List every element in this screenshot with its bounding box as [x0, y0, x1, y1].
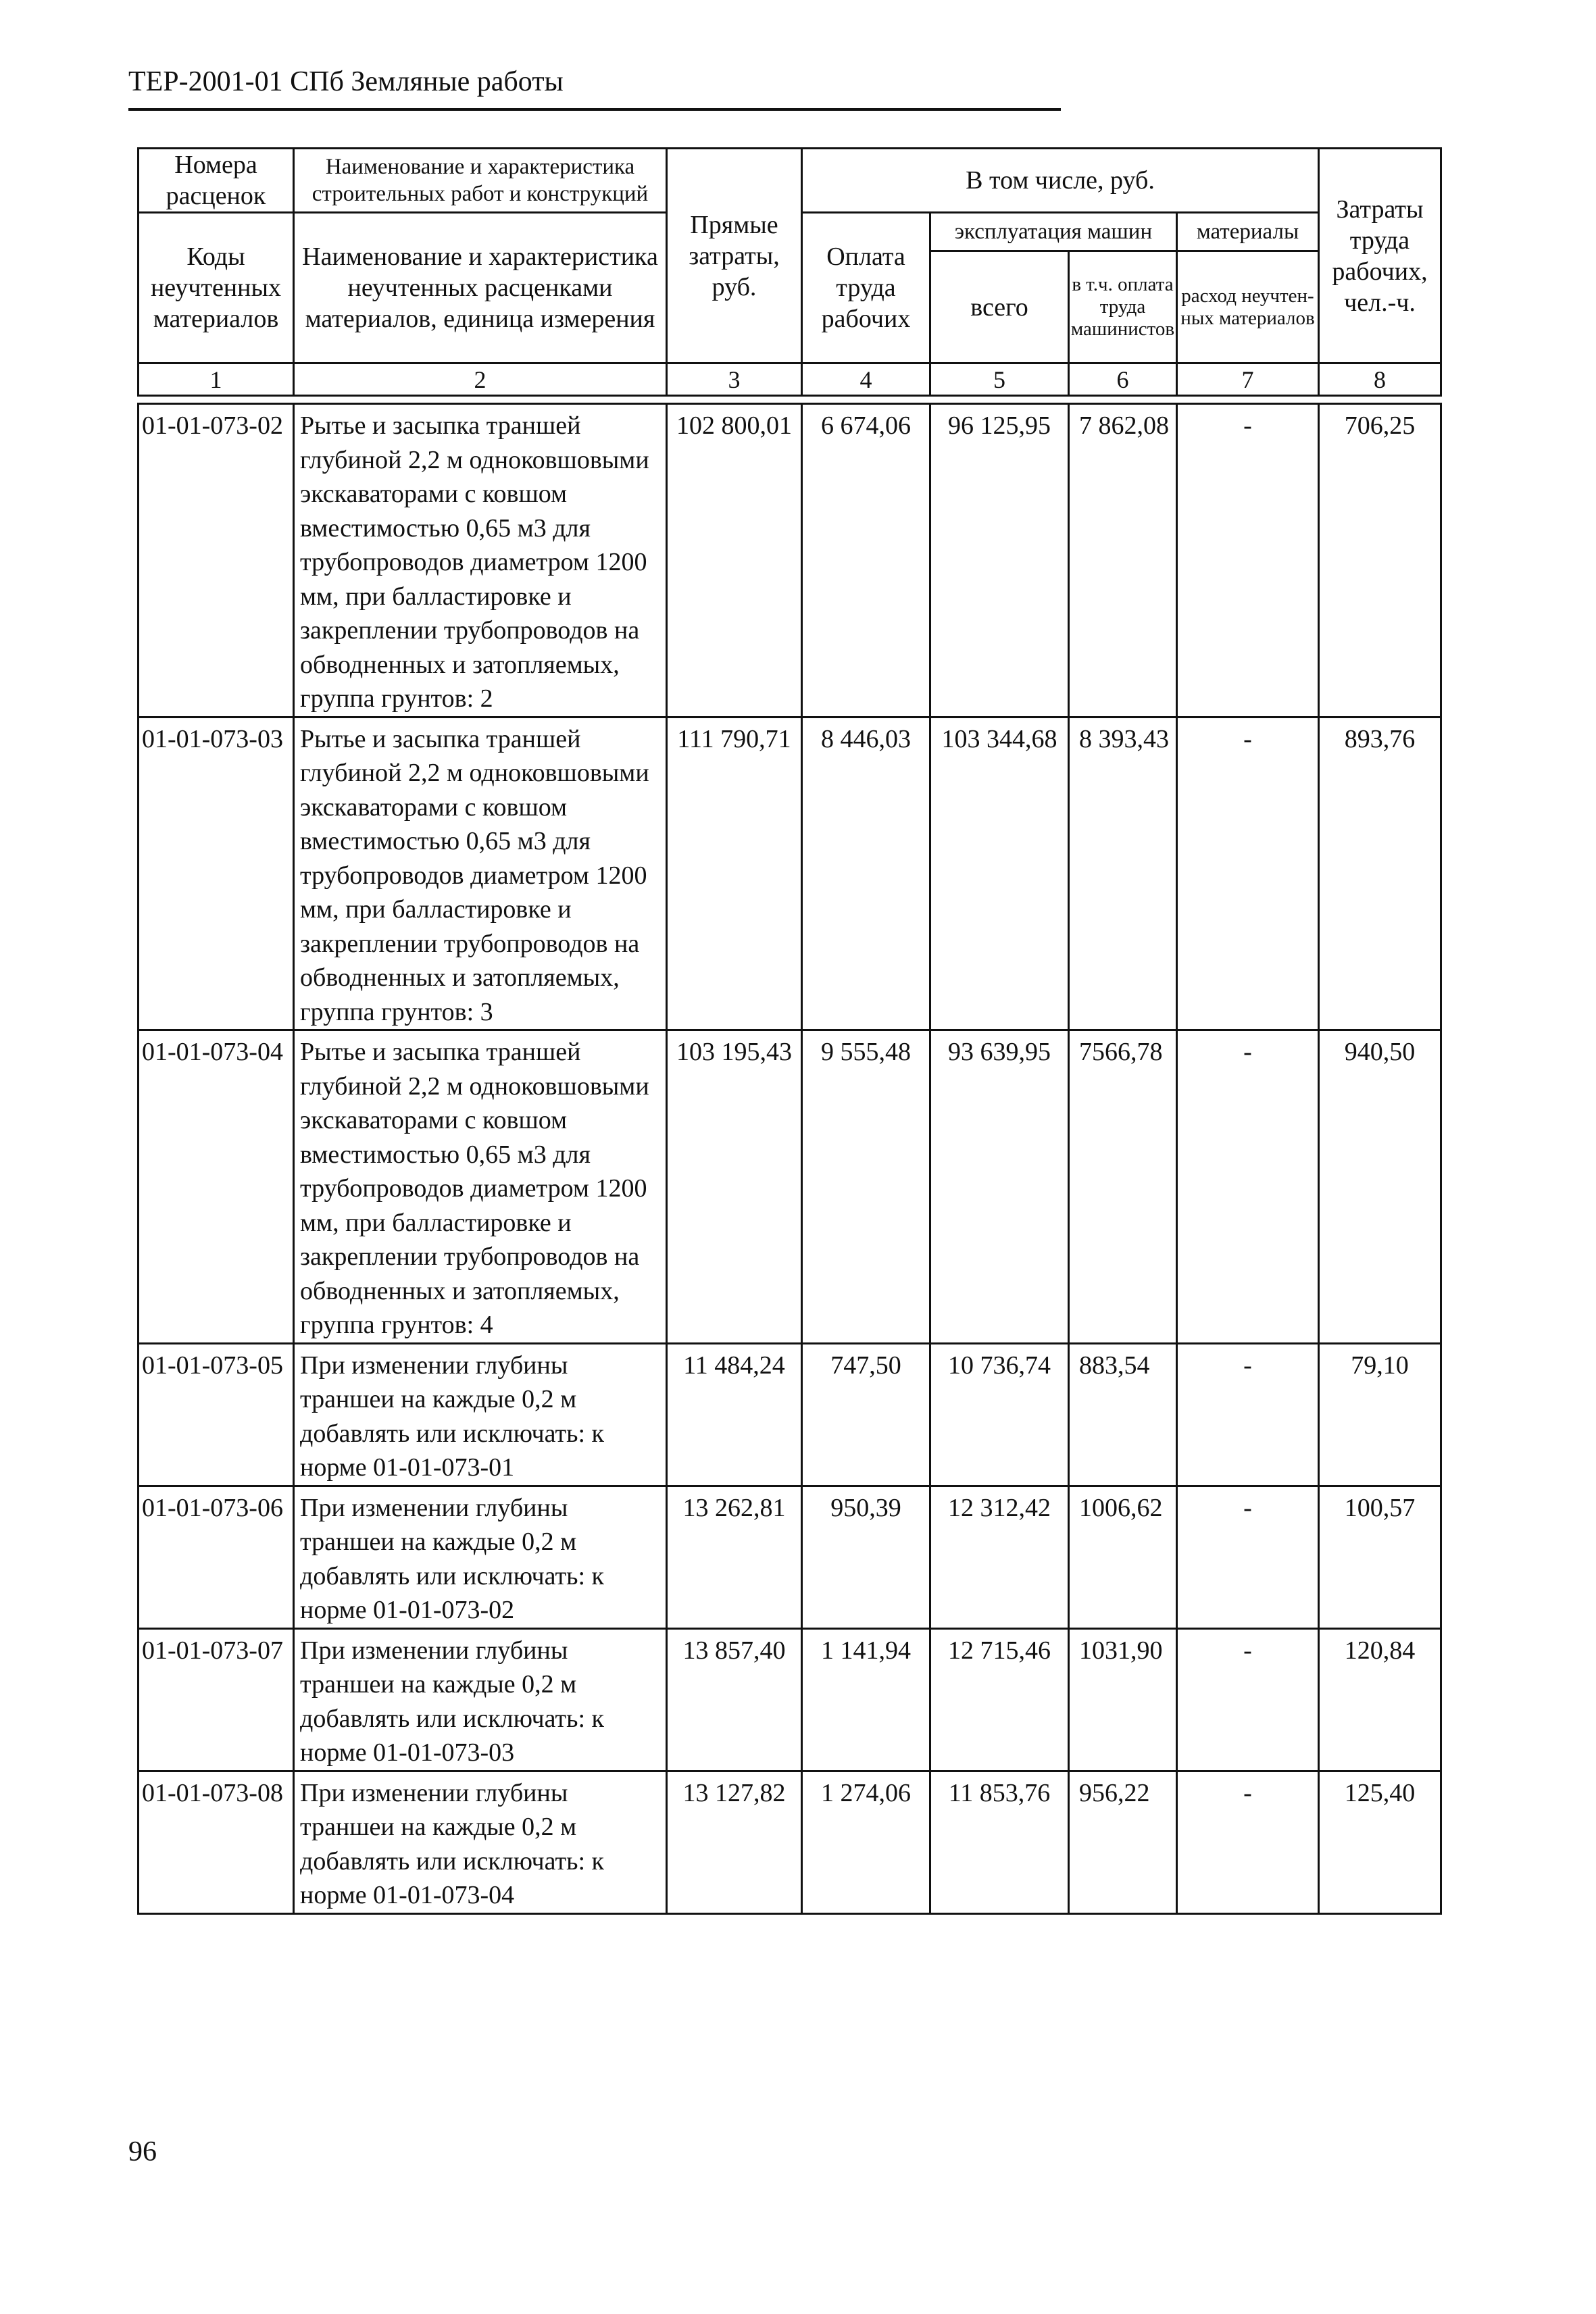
header-operator-pay: в т.ч. оплата труда машинистов: [1069, 251, 1177, 363]
worker-pay: 9 555,48: [802, 1030, 930, 1344]
column-number: 4: [802, 363, 930, 396]
labor-hours: 706,25: [1319, 404, 1441, 718]
column-number: 3: [667, 363, 802, 396]
rate-description: Рытье и засыпка траншей глубиной 2,2 м одноковшовыми экскаваторами с ковшом вместимостью 0,65 м3 для трубопроводов диаметром 1200 мм, при балластировке и закреплении трубопроводов на обводненных и затопляемых, группа грунтов: 3: [294, 717, 667, 1030]
operator-pay: 7566,78: [1069, 1030, 1177, 1344]
unaccounted-materials: -: [1177, 1486, 1319, 1628]
worker-pay: 950,39: [802, 1486, 930, 1628]
rates-table: [137, 403, 1442, 1915]
column-number: 8: [1319, 363, 1441, 396]
machines-total: 11 853,76: [930, 1771, 1069, 1913]
operator-pay: 1031,90: [1069, 1628, 1177, 1771]
title-underline: [128, 108, 1061, 111]
direct-costs: 103 195,43: [667, 1030, 802, 1344]
worker-pay: 8 446,03: [802, 717, 930, 1030]
worker-pay: 6 674,06: [802, 404, 930, 718]
header-machines-total: всего: [930, 251, 1069, 363]
labor-hours: 893,76: [1319, 717, 1441, 1030]
table-row: [139, 404, 1441, 718]
unaccounted-materials: -: [1177, 1343, 1319, 1486]
machines-total: 93 639,95: [930, 1030, 1069, 1344]
unaccounted-materials: -: [1177, 1771, 1319, 1913]
direct-costs: 13 857,40: [667, 1628, 802, 1771]
labor-hours: 940,50: [1319, 1030, 1441, 1344]
header-materials-group: материалы: [1177, 213, 1319, 251]
direct-costs: 111 790,71: [667, 717, 802, 1030]
worker-pay: 1 274,06: [802, 1771, 930, 1913]
rate-description: При изменении глубины траншеи на каждые 0,2 м добавлять или исключать: к норме 01-01-073-03: [294, 1628, 667, 1771]
table-row: [139, 717, 1441, 1030]
header-material-name: Наименование и характеристика неучтенных расценками материалов, единица измерения: [294, 213, 667, 363]
rate-code: 01-01-073-02: [139, 404, 294, 718]
column-number: 7: [1177, 363, 1319, 396]
document-title: ТЕР-2001-01 СПб Земляные работы: [128, 66, 564, 97]
machines-total: 96 125,95: [930, 404, 1069, 718]
machines-total: 103 344,68: [930, 717, 1069, 1030]
operator-pay: 1006,62: [1069, 1486, 1177, 1628]
table-row: [139, 1030, 1441, 1344]
header-direct-costs: Прямые затраты, руб.: [667, 149, 802, 363]
table-row: [139, 1486, 1441, 1628]
worker-pay: 1 141,94: [802, 1628, 930, 1771]
direct-costs: 102 800,01: [667, 404, 802, 718]
rate-code: 01-01-073-08: [139, 1771, 294, 1913]
table-row: [139, 1628, 1441, 1771]
machines-total: 10 736,74: [930, 1343, 1069, 1486]
rate-description: При изменении глубины траншеи на каждые 0,2 м добавлять или исключать: к норме 01-01-073-02: [294, 1486, 667, 1628]
column-number: 5: [930, 363, 1069, 396]
table-row: [139, 1343, 1441, 1486]
header-material-codes: Коды неучтенных материалов: [139, 213, 294, 363]
direct-costs: 11 484,24: [667, 1343, 802, 1486]
column-number: 2: [294, 363, 667, 396]
header-work-name: Наименование и характеристика строительных работ и конструкций: [294, 149, 667, 213]
operator-pay: 883,54: [1069, 1343, 1177, 1486]
header-including-group: В том числе, руб.: [802, 149, 1319, 213]
rate-description: Рытье и засыпка траншей глубиной 2,2 м одноковшовыми экскаваторами с ковшом вместимостью 0,65 м3 для трубопроводов диаметром 1200 мм, при балластировке и закреплении трубопроводов на обводненных и затопляемых, группа грунтов: 4: [294, 1030, 667, 1344]
labor-hours: 125,40: [1319, 1771, 1441, 1913]
machines-total: 12 312,42: [930, 1486, 1069, 1628]
direct-costs: 13 262,81: [667, 1486, 802, 1628]
header-unaccounted-materials: расход неучтен-ных материалов: [1177, 251, 1319, 363]
header-machines-group: эксплуатация машин: [930, 213, 1177, 251]
unaccounted-materials: -: [1177, 1628, 1319, 1771]
rate-code: 01-01-073-03: [139, 717, 294, 1030]
column-number: 6: [1069, 363, 1177, 396]
labor-hours: 100,57: [1319, 1486, 1441, 1628]
machines-total: 12 715,46: [930, 1628, 1069, 1771]
rate-code: 01-01-073-04: [139, 1030, 294, 1344]
header-worker-pay: Оплата труда рабочих: [802, 213, 930, 363]
rate-code: 01-01-073-06: [139, 1486, 294, 1628]
rate-description: При изменении глубины траншеи на каждые 0,2 м добавлять или исключать: к норме 01-01-073-01: [294, 1343, 667, 1486]
header-rates-number: Номера расценок: [139, 149, 294, 213]
page-number: 96: [128, 2136, 157, 2167]
unaccounted-materials: -: [1177, 717, 1319, 1030]
operator-pay: 8 393,43: [1069, 717, 1177, 1030]
column-number: 1: [139, 363, 294, 396]
table-header: [137, 147, 1442, 397]
rate-code: 01-01-073-07: [139, 1628, 294, 1771]
labor-hours: 120,84: [1319, 1628, 1441, 1771]
worker-pay: 747,50: [802, 1343, 930, 1486]
rate-description: При изменении глубины траншеи на каждые 0,2 м добавлять или исключать: к норме 01-01-073-04: [294, 1771, 667, 1913]
rate-description: Рытье и засыпка траншей глубиной 2,2 м одноковшовыми экскаваторами с ковшом вместимостью 0,65 м3 для трубопроводов диаметром 1200 мм, при балластировке и закреплении трубопроводов на обводненных и затопляемых, группа грунтов: 2: [294, 404, 667, 718]
operator-pay: 956,22: [1069, 1771, 1177, 1913]
operator-pay: 7 862,08: [1069, 404, 1177, 718]
header-labor-hours: Затраты труда рабочих, чел.-ч.: [1319, 149, 1441, 363]
unaccounted-materials: -: [1177, 1030, 1319, 1344]
rate-code: 01-01-073-05: [139, 1343, 294, 1486]
table-row: [139, 1771, 1441, 1913]
direct-costs: 13 127,82: [667, 1771, 802, 1913]
labor-hours: 79,10: [1319, 1343, 1441, 1486]
unaccounted-materials: -: [1177, 404, 1319, 718]
